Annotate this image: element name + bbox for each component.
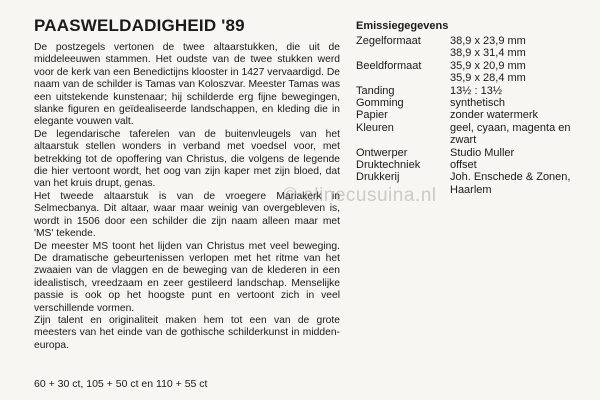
spec-row (356, 147, 584, 159)
paragraph-2: De legendarische taferelen van de buitenvleugels van het altaarstuk stellen wonders in verband met voedsel voor, met betrekking tot de opoffering van Christus, die volgens de legende die hier vertoont wordt, het oog van zijn kaper met zijn bloed, dat van het kruis drupt, genas. (34, 128, 340, 190)
specs-table (356, 35, 584, 196)
spec-key: Papier (356, 109, 388, 122)
description-column (34, 16, 340, 352)
spec-value: 13½ : 13½ (450, 84, 502, 97)
spec-value: synthetisch (450, 97, 506, 110)
spec-row (356, 97, 584, 109)
paragraph-3: Het tweede altaarstuk is van de vroegere Mariakerk in Selmecbanya. Dit altaar, waar maar weinig van overgebleven is, wordt in 1506 door een schilder die zijn naam alleen maar met 'MS' tekende. (34, 190, 340, 240)
spec-key (356, 72, 450, 84)
watermark: © alinecusuina.nl (283, 185, 437, 206)
spec-key (356, 47, 450, 59)
spec-row (356, 60, 584, 72)
spec-value: geel, cyaan, magenta en zwart (450, 121, 571, 147)
spec-row (356, 47, 584, 59)
spec-row (356, 72, 584, 84)
spec-value: Joh. Enschede & Zonen, Haarlem (450, 171, 571, 196)
paragraph-5: Zijn talent en originaliteit maken hem tot een van de grote meesters van het einde van de gothische schilderkunst in midden-europa. (34, 314, 340, 351)
spec-key: Druktechniek (356, 159, 421, 172)
spec-key: Beeldformaat (356, 59, 422, 72)
spec-value: 38,9 x 31,4 mm (450, 47, 526, 60)
spec-row (356, 35, 584, 47)
spec-row (356, 85, 584, 97)
spec-row (356, 159, 584, 171)
spec-row (356, 109, 584, 121)
page-title: PAASWELDADIGHEID '89 (34, 16, 245, 35)
spec-row (356, 122, 584, 147)
spec-row (356, 171, 584, 196)
paragraph-4: De meester MS toont het lijden van Christus met veel beweging. De dramatische gebeurtenissen verlopen met het ritme van het zwaaien van de vlaggen en de beweging van de klederen in een idealistisch, vreedzaam en zeer gestileerd landschap. Menselijke passie is ook op het hoogste punt en vertoont zich in veel verschillende vormen. (34, 240, 340, 314)
spec-key: Ontwerper (356, 146, 408, 159)
spec-value: 38,9 x 23,9 mm (450, 35, 526, 47)
specs-title: Emissiegegevens (356, 20, 449, 32)
description-body (34, 42, 340, 352)
spec-value: offset (450, 159, 477, 172)
spec-key: Kleuren (356, 121, 394, 134)
spec-value: zonder watermerk (450, 109, 539, 122)
spec-value: 35,9 x 28,4 mm (450, 72, 526, 85)
spec-key: Gomming (356, 97, 404, 110)
paragraph-1: De postzegels vertonen de twee altaarstukken, die uit de middeleeuwen stammen. Het oudste van de twee stukken werd voor de kerk van een Benedictijns klooster in 1427 vervaardigd. De naam van de schilder is Tamas van Koloszvar. Meester Tamas was een uitstekende kunstenaar; hij schilderde erg fijne bewegingen, slanke figuren en geïdealiseerde landschappen, en kleding die in elegante vouwen valt. (34, 42, 340, 128)
spec-value: 35,9 x 20,9 mm (450, 59, 526, 72)
issue-data-column (356, 20, 586, 196)
price-line: 60 + 30 ct, 105 + 50 ct en 110 + 55 ct (34, 378, 208, 390)
spec-key: Tanding (356, 84, 395, 97)
spec-key: Drukkerij (356, 171, 400, 184)
spec-key: Zegelformaat (356, 35, 421, 47)
spec-value: Studio Muller (450, 146, 515, 159)
